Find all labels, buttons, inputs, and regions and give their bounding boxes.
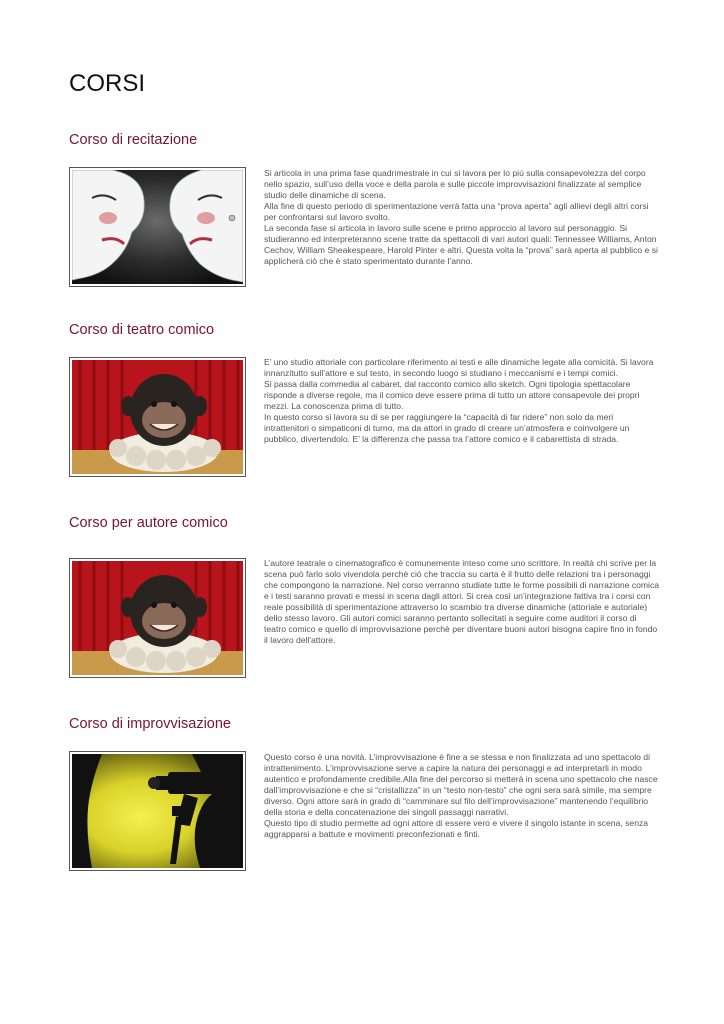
- course-title: Corso di teatro comico: [69, 322, 215, 338]
- paragraph: Questo tipo di studio permette ad ogni attore di essere vero e vivere il singolo istante in scena, senza aggrapparsi a battute e movimenti preconfezionati e finti.: [264, 818, 649, 839]
- camera-silhouette-image: [69, 751, 246, 871]
- course-description: [264, 168, 660, 267]
- paragraph: Si passa dalla commedia al cabaret, dal racconto comico allo sketch. Ogni tipologia spettacolare risponde a diverse regole, ma il comico deve essere prima di tutto un attore consapevole dei propri mezzi. La conoscenza prima di tutto.: [264, 379, 640, 411]
- paragraph: E’ uno studio attoriale con particolare riferimento ai testi e alle dinamiche legate alla comicità. Si lavora innanzitutto sull’attore e sul testo, in secondo luogo si studiano i meccanismi e i tempi comici.: [264, 357, 654, 378]
- course-title: Corso per autore comico: [69, 515, 228, 531]
- clown-chimp-image: [69, 558, 246, 678]
- paragraph: L’autore teatrale o cinematografico è comunemente inteso come uno scrittore. In realtà chi scrive per la scena può farlo solo vivendola perchè ciò che traccia su carta è il frutto delle relazioni tra i personaggi che compongono la narrazione. Nel corso verranno studiate tutte le forme possibili di narrazione comica e i testi saranno provati e messi in scena dagli attori. Si crea così un’integrazione fattiva tra i corsi con reale possibilità di sperimentazione attraverso lo scambio tra diverse dinamiche (attoriale e autoriale) dello stesso lavoro. Gli autori comici saranno pertanto sollecitati a seguire come auditori il corso di teatro comico e quello di improvvisazione perchè per diventare buoni autori bisogna capire fino in fondo il lavoro dell'attore.: [264, 558, 660, 645]
- course-description: [264, 752, 660, 840]
- paragraph: La seconda fase si articola in lavoro sulle scene e primo approccio al lavoro sul personaggio. Si studieranno ed interpreteranno scene tratte da spettacoli di vari autori quali: Tennessee Williams, Anton Cechov, William Sheakespeare, Harold Pinter e altri. Questa volta la “prova” sarà aperta al pubblico e si applicherà ciò che è stato sperimentato durante l’anno.: [264, 223, 658, 266]
- paragraph: In questo corso si lavora su di se per raggiungere la “capacità di far ridere” non solo da meri intrattenitori o simpaticoni di turno, ma da attori in grado di creare un’atmosfera e coinvolgere un pubblico, divertendolo. E’ la differenza che passa tra l’attore comico e il cabarettista di strada.: [264, 412, 630, 444]
- course-title: Corso di improvvisazione: [69, 716, 231, 732]
- page-title: CORSI: [69, 70, 146, 97]
- clown-chimp-image: [69, 357, 246, 477]
- paragraph: Alla fine di questo periodo di sperimentazione verrà fatta una “prova aperta” agli allievi degli altri corsi per confrontarsi sul lavoro svolto.: [264, 201, 649, 222]
- paragraph: Si articola in una prima fase quadrimestrale in cui si lavora per lo più sulla consapevolezza del corpo nello spazio, sull’uso della voce e della parola e sulle piccole improvvisazioni finalizzate al semplice studio delle dinamiche di scena.: [264, 168, 646, 200]
- course-description: [264, 558, 660, 646]
- paragraph: Questo corso è una novità. L’improvvisazione è fine a se stessa e non finalizzata ad uno spettacolo di intrattenimento. L’improvvisazione serve a capire la natura dei personaggi e ad interpretarli in modo autentico e profondamente credibile.Alla fine del percorso si metterà in scena uno spettacolo che nasce dall’improvvisazione e che si “cristallizza” in un “testo non-testo” che ogni sera sarà simile, ma sempre diverso. Ogni attore sarà in grado di “camminare sul filo dell’improvvisazione” mantenendo l’equilibrio della storia e della concatenazione dei singoli passaggi narrativi.: [264, 752, 658, 817]
- course-description: [264, 357, 660, 445]
- course-title: Corso di recitazione: [69, 132, 198, 148]
- theatre-masks-image: [69, 167, 246, 287]
